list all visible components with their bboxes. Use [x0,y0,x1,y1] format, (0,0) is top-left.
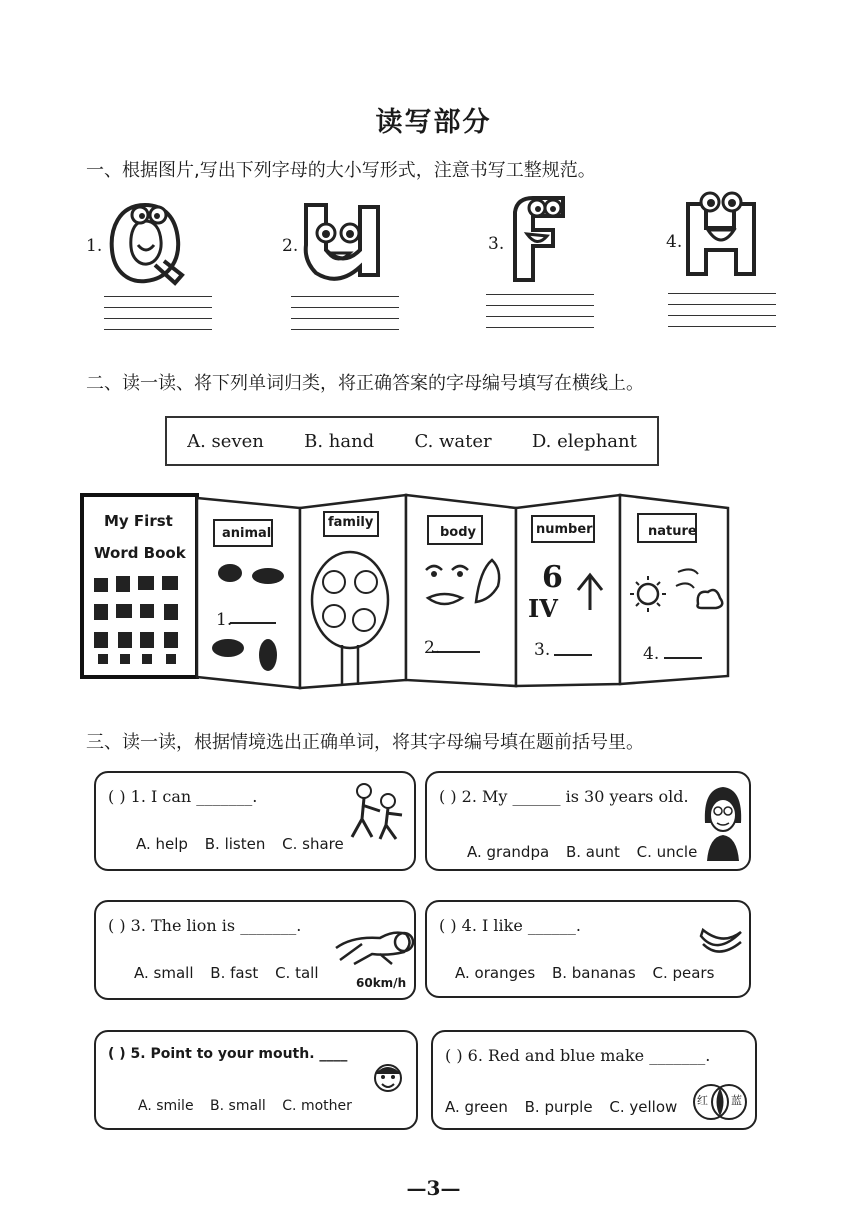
q1-option-b[interactable]: B. listen [204,835,266,853]
page-title: 读写部分 [375,107,492,138]
book-digit-six: 6 [542,560,563,595]
book-label-family: family [328,515,374,530]
running-lion-picture [332,922,416,966]
q6-option-b[interactable]: B. purple [524,1098,593,1116]
writing-lines-1[interactable] [104,296,212,340]
venn-label-red: 红 [697,1094,708,1107]
question-4-box [425,900,751,998]
section2-heading: 二、读一读、将下列单词归类，将正确答案的字母编号填写在横线上。 [86,373,644,394]
book-label-number: number [536,522,593,537]
writing-lines-3[interactable] [486,294,594,338]
q4-option-b[interactable]: B. bananas [551,964,636,982]
q5-option-c[interactable]: C. mother [282,1098,352,1114]
letter-q-cartoon [100,195,190,290]
section1-heading: 一、根据图片,写出下列字母的大小写形式，注意书写工整规范。 [86,160,596,181]
q2-option-c[interactable]: C. uncle [636,843,698,861]
question-5-text: ( ) 5. Point to your mouth. ____ [108,1046,348,1062]
item4-number: 4. [666,232,683,252]
q2-option-a[interactable]: A. grandpa [467,843,550,861]
q5-option-a[interactable]: A. smile [138,1098,194,1114]
book-cover-line1: My First [104,512,173,530]
book-blank-1[interactable]: 1. [216,610,233,630]
letter-u-cartoon [298,195,388,290]
page-number: —3— [406,1176,461,1200]
book-label-nature: nature [648,524,697,539]
question-4-text: ( ) 4. I like ______. [439,916,581,935]
q4-option-a[interactable]: A. oranges [455,964,536,982]
item3-number: 3. [488,234,505,254]
venn-label-blue: 蓝 [731,1094,742,1107]
q3-option-b[interactable]: B. fast [210,964,259,982]
q4-option-c[interactable]: C. pears [652,964,715,982]
letter-h-cartoon [682,190,762,280]
book-blank-2[interactable]: 2. [424,638,441,658]
question-6-box [431,1030,757,1130]
q6-option-a[interactable]: A. green [445,1098,508,1116]
girl-face-picture [368,1060,408,1096]
question-5-box [94,1030,418,1130]
question-2-text: ( ) 2. My ______ is 30 years old. [439,787,689,806]
item2-number: 2. [282,236,299,256]
letter-f-cartoon [505,192,575,287]
option-d: D. elephant [531,430,637,452]
q2-option-b[interactable]: B. aunt [565,843,620,861]
book-cover-line2: Word Book [94,544,186,562]
item1-number: 1. [86,236,103,256]
question-2-box [425,771,751,871]
question-1-text: ( ) 1. I can _______. [108,787,258,806]
book-blank-4[interactable]: 4. [643,644,660,664]
writing-lines-4[interactable] [668,293,776,337]
q3-option-c[interactable]: C. tall [275,964,319,982]
q3-option-a[interactable]: A. small [134,964,194,982]
word-book-illustration [80,490,766,695]
section3-heading: 三、读一读，根据情境选出正确单词，将其字母编号填在题前括号里。 [86,732,644,753]
q1-option-a[interactable]: A. help [136,835,188,853]
book-label-animal: animal [222,526,272,541]
question-3-box [94,900,416,1000]
woman-face-picture [701,783,745,863]
banana-icon [697,922,745,960]
book-label-body: body [440,525,477,540]
writing-lines-2[interactable] [291,296,399,340]
option-a: A. seven [187,430,264,452]
question-6-text: ( ) 6. Red and blue make _______. [445,1046,711,1065]
question-3-text: ( ) 3. The lion is _______. [108,916,302,935]
q5-option-b[interactable]: B. small [210,1098,266,1114]
q1-option-c[interactable]: C. share [282,835,344,853]
word-options-box [165,416,659,466]
question-1-box [94,771,416,871]
book-roman-four: IV [528,594,558,623]
q6-option-c[interactable]: C. yellow [609,1098,678,1116]
boys-helping-picture [340,781,410,843]
option-c: C. water [414,430,492,452]
option-b: B. hand [304,430,375,452]
speed-badge: 60km/h [356,976,407,990]
book-blank-3[interactable]: 3. [534,640,551,660]
